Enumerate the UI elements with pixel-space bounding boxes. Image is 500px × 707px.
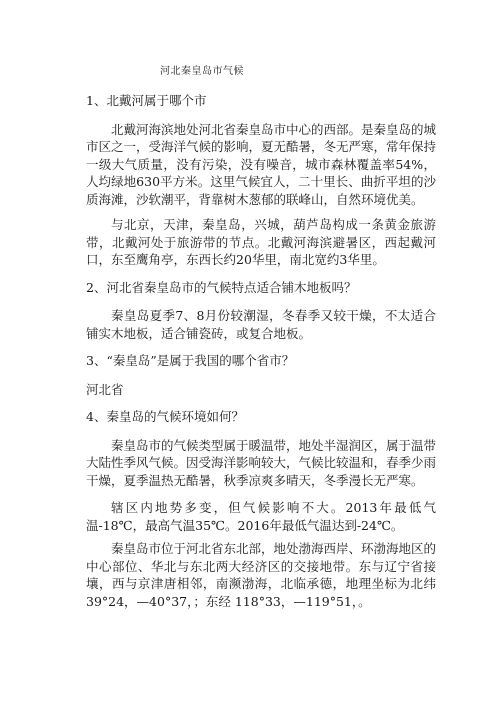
answer-4-paragraph-3: 秦皇岛市位于河北省东北部，地处渤海西岸、环渤海地区的中心部位、华北与东北两大经济区的交接地带。东与辽宁省接壤，西与京津唐相邻，南濒渤海，北临承德，地理坐标为北纬39°24，—40°37，；东经 118°33，—119°51，。	[86, 541, 437, 609]
answer-4-paragraph-1: 秦皇岛市的气候类型属于暖温带，地处半湿润区，属于温带大陆性季风气候。因受海洋影响较大，气候比较温和，春季少雨干燥，夏季温热无酷暑，秋季凉爽多晴天，冬季漫长无严寒。	[86, 437, 437, 488]
answer-1-paragraph-2: 与北京，天津，秦皇岛，兴城，葫芦岛构成一条黄金旅游带，北戴河处于旅游带的节点。北戴河海滨避暑区，西起戴河口，东至鹰角亭，东西长约20华里，南北宽约3华里。	[86, 217, 436, 267]
answer-1-paragraph-1: 北戴河海滨地处河北省秦皇岛市中心的西部。是秦皇岛的城市区之一，受海洋气候的影响，夏无酷暑，冬无严寒，常年保持一级大气质量，没有污染，没有噪音，城市森林覆盖率54%，人均绿地630平方米。这里气候宜人，二十里长、曲折平坦的沙质海滩，沙软潮平，背靠树木葱郁的联峰山，自然环境优美。	[86, 121, 437, 207]
question-4: 4、秦皇岛的气候环境如何？	[86, 409, 244, 424]
answer-3: 河北省	[86, 381, 124, 397]
document-title: 河北秦皇岛市气候	[160, 66, 244, 77]
question-2: 2、河北省秦皇岛市的气候特点适合铺木地板吗？	[86, 279, 357, 295]
question-1: 1、北戴河属于哪个市	[86, 93, 207, 108]
question-3: 3、“秦皇岛”是属于我国的哪个省市？	[86, 353, 295, 368]
document-body	[86, 92, 436, 620]
answer-2-paragraph-1: 秦皇岛夏季7、8月份较潮湿，冬春季又较干燥，不太适合铺实木地板，适合铺瓷砖，或复合地板。	[86, 308, 436, 341]
answer-4-paragraph-2: 辖区内地势多变，但气候影响不大。2013年最低气温-18℃，最高气温35℃。2016年最低气温达到-24℃。	[86, 500, 436, 533]
